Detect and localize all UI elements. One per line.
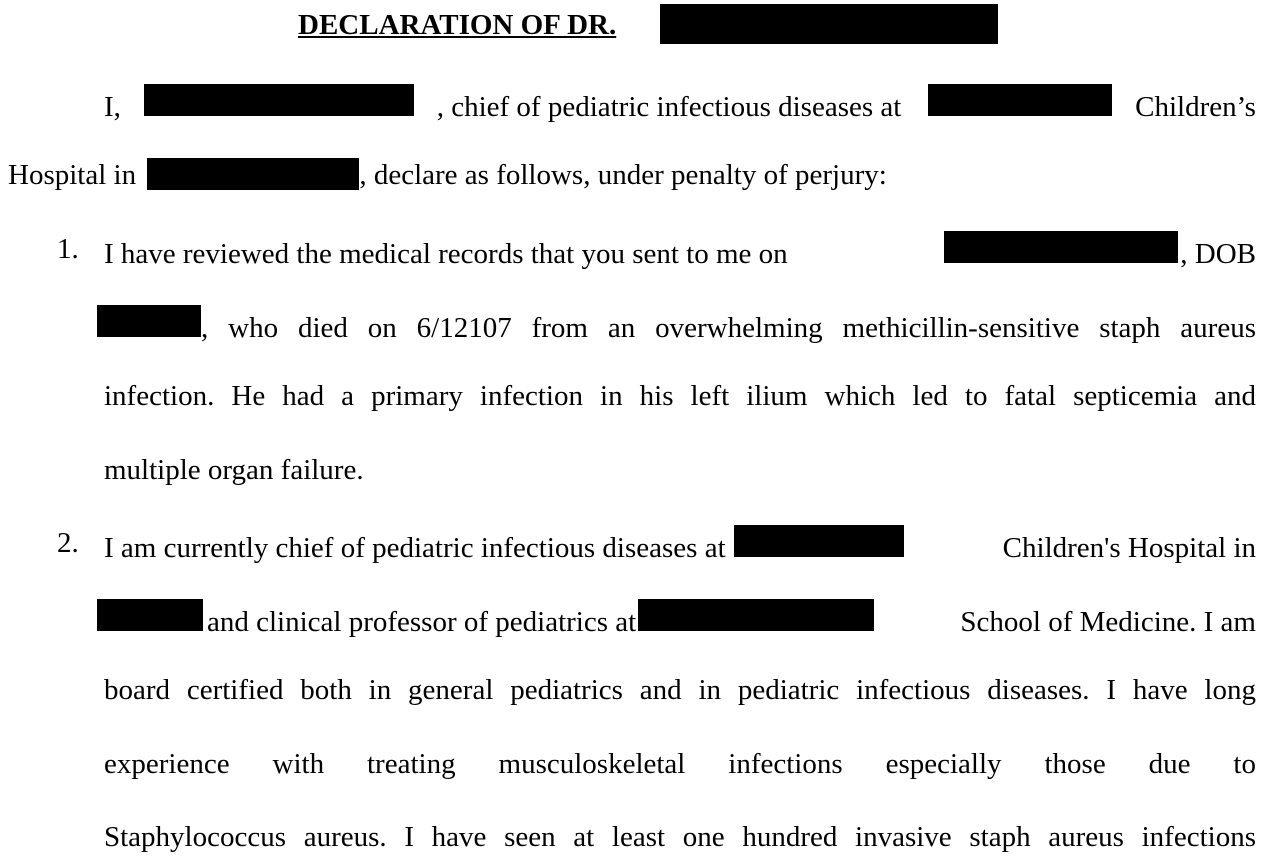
item2-text: I am currently chief of pediatric infectious diseases at (104, 532, 726, 564)
item2-line-3 (104, 672, 1256, 708)
intro-text: Hospital in (8, 159, 137, 191)
redaction-block (147, 158, 359, 190)
item2-line-2 (97, 599, 1256, 640)
redaction-block (144, 84, 414, 116)
item1-line-4 (104, 452, 364, 488)
item2-text: School of Medicine. I am (960, 606, 1256, 638)
redaction-block (928, 84, 1112, 116)
intro-text: Children’s (1135, 91, 1256, 123)
intro-text: I, (104, 91, 121, 123)
redaction-block (734, 525, 904, 557)
item2-text: Children's Hospital in (1002, 532, 1256, 564)
item1-line-1 (104, 231, 1256, 272)
document-title (298, 7, 616, 43)
item2-line-1 (104, 525, 1256, 566)
redaction-block (97, 599, 203, 631)
intro-text: , chief of pediatric infectious diseases at (436, 91, 902, 123)
item1-text: multiple organ failure. (104, 454, 364, 486)
redaction-block (97, 305, 201, 337)
item1-text: , who died on 6/12107 from an overwhelming methicillin-sensitive staph aureus (201, 312, 1256, 344)
item1-line-3 (104, 378, 1256, 414)
item2-text: and clinical professor of pediatrics at (207, 606, 637, 638)
redaction-block (638, 599, 874, 631)
item1-text: I have reviewed the medical records that you sent to me on (104, 238, 788, 270)
title-text: DECLARATION OF DR. (298, 9, 617, 41)
item2-text: experience with treating musculoskeletal infections especially those due to (104, 748, 1256, 780)
item2-line-4 (104, 746, 1256, 782)
redaction-block (660, 4, 998, 44)
item1-tail (944, 231, 1256, 272)
list-number: 2. (57, 527, 79, 559)
item1-text: , DOB (1180, 238, 1256, 270)
redaction-block (944, 231, 1178, 263)
intro-line-1 (104, 84, 1256, 125)
intro-line-2 (8, 157, 887, 193)
item2-text: board certified both in general pediatrics and in pediatric infectious diseases. I have long (104, 674, 1256, 706)
item1-line-2 (97, 305, 1256, 346)
list-number: 1. (57, 233, 79, 265)
intro-text: , declare as follows, under penalty of perjury: (359, 159, 887, 191)
item2-line-5 (104, 819, 1256, 855)
item1-text: infection. He had a primary infection in his left ilium which led to fatal septicemia and (104, 380, 1256, 412)
item2-text: Staphylococcus aureus. I have seen at least one hundred invasive staph aureus infections (104, 821, 1256, 853)
